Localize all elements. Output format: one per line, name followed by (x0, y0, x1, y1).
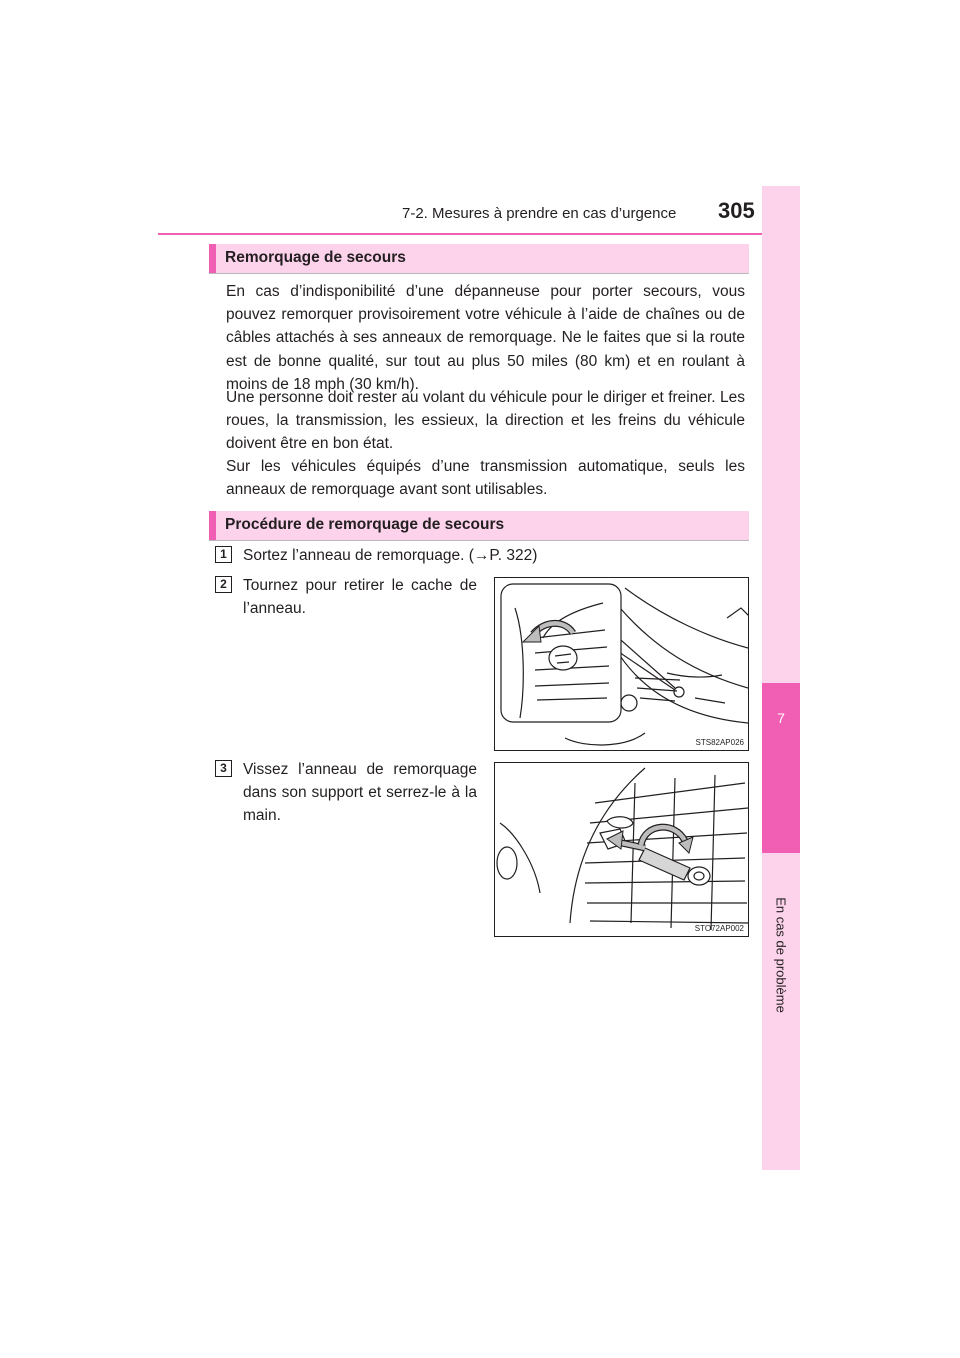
figure-code: STO72AP002 (694, 924, 744, 933)
illustration-bumper-cover (495, 578, 749, 751)
chapter-side-tab (762, 186, 800, 1170)
step-text: Sortez l’anneau de remorquage. (→P. 322) (243, 547, 538, 564)
step-number-badge: 3 (215, 760, 232, 777)
chapter-tab-marker (762, 683, 800, 853)
section-heading-label: Procédure de remorquage de secours (225, 516, 505, 533)
section-heading-emergency-towing (209, 244, 749, 274)
step-text: Tournez pour retirer le cache de l’anneau. (243, 577, 477, 618)
section-heading-towing-procedure (209, 511, 749, 541)
paragraph-driver-requirements: Une personne doit rester au volant du véhicule pour le diriger et freiner. Les roues, la transmission, les essieux, la direction et les freins du véhicule doivent être en bon état. (226, 389, 745, 453)
page-number: 305 (718, 198, 755, 223)
section-heading-label: Remorquage de secours (225, 249, 406, 266)
chapter-title: En cas de problème (773, 897, 789, 1013)
step-number-badge: 1 (215, 546, 232, 563)
chapter-number: 7 (777, 710, 785, 726)
paragraph-towing-conditions: En cas d’indisponibilité d’une dépanneuse pour porter secours, vous pouvez remorquer provisoirement votre véhicule à l’aide de chaînes ou de câbles attachés à ses anneaux de remorquage. Ne le faites que si la route est de bonne qualité, sur tout au plus 50 miles (80 km) et en roulant à moins de 18 mph (30 km/h). (226, 283, 745, 393)
figure-remove-cover (494, 577, 749, 751)
figure-code: STS82AP026 (695, 738, 744, 747)
section-heading-bar (209, 511, 216, 540)
figure-screw-tow-eye (494, 762, 749, 937)
header-divider (158, 233, 800, 235)
paragraph-automatic-transmission: Sur les véhicules équipés d’une transmission automatique, seuls les anneaux de remorquage avant sont utilisables. (226, 458, 745, 499)
illustration-tow-eye (495, 763, 749, 937)
running-header: 7-2. Mesures à prendre en cas d’urgence (402, 205, 677, 222)
step-number-badge: 2 (215, 576, 232, 593)
step-text: Vissez l’anneau de remorquage dans son support et serrez-le à la main. (243, 761, 477, 825)
section-heading-bar (209, 244, 216, 273)
